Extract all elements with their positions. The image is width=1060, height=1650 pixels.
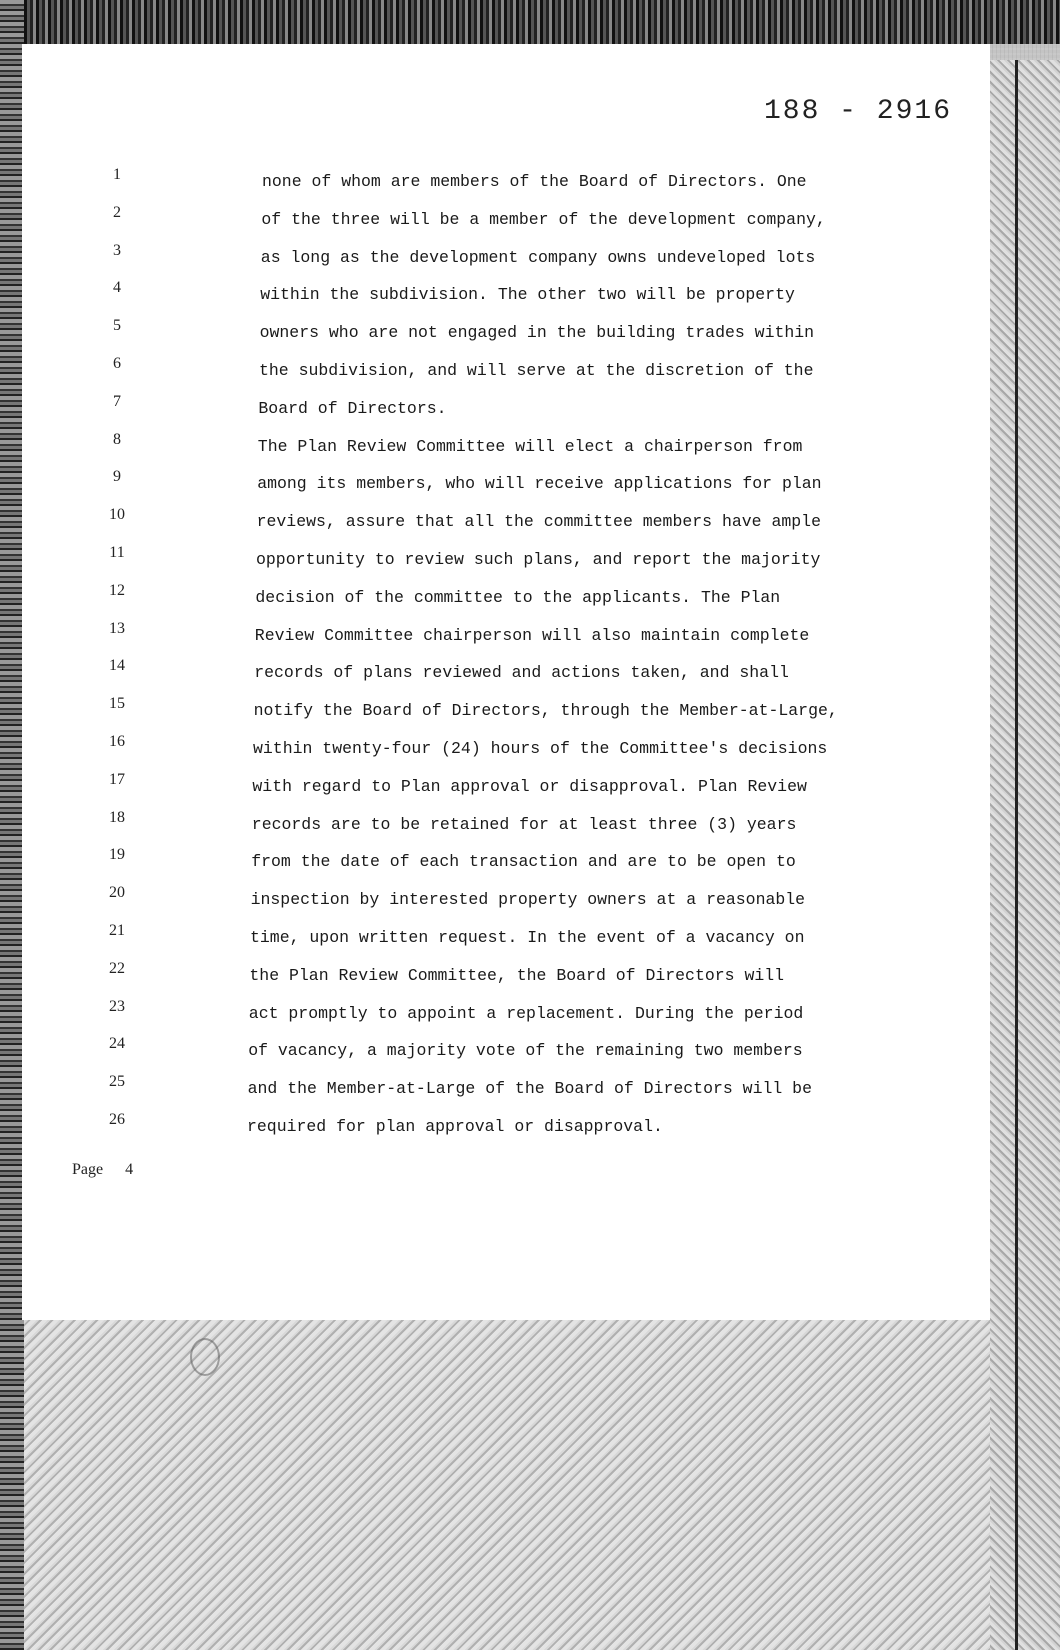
text-line: [22, 166, 990, 204]
text-line: [22, 544, 990, 582]
text-line: [22, 771, 990, 809]
text-line: [22, 468, 990, 506]
page-number: 4: [125, 1161, 134, 1178]
document-page: [22, 44, 990, 1320]
line-number: 26: [109, 1110, 125, 1128]
scan-left-edge: [0, 0, 24, 1650]
text-line: [22, 960, 990, 998]
line-number: 9: [113, 468, 121, 486]
text-line: [22, 431, 990, 469]
line-text: decision of the committee to the applicants. The Plan: [255, 587, 781, 607]
text-line: [22, 279, 990, 317]
page-label: Page: [72, 1161, 104, 1178]
line-text: with regard to Plan approval or disapproval. Plan Review: [252, 776, 807, 796]
line-text: opportunity to review such plans, and report the majority: [256, 549, 821, 569]
line-number: 18: [109, 808, 125, 826]
line-text: Board of Directors.: [258, 398, 447, 418]
line-number: 13: [109, 619, 125, 637]
text-line: [22, 506, 990, 544]
line-number: 14: [109, 657, 125, 675]
line-number: 12: [109, 581, 125, 599]
line-text: notify the Board of Directors, through the Member-at-Large,: [253, 701, 838, 721]
line-number: 4: [113, 279, 121, 297]
line-number: 16: [109, 732, 125, 750]
line-text: from the date of each transaction and are to be open to: [251, 852, 796, 872]
line-text: required for plan approval or disapproval.: [247, 1116, 663, 1136]
text-line: [22, 884, 990, 922]
scan-bottom-area: [0, 1300, 1060, 1650]
line-text: none of whom are members of the Board of Directors. One: [262, 172, 807, 191]
line-number: 19: [109, 846, 125, 864]
line-text: the subdivision, and will serve at the discretion of the: [259, 360, 814, 380]
line-text: the Plan Review Committee, the Board of Directors will: [249, 965, 785, 985]
text-line: [22, 620, 990, 658]
line-text: and the Member-at-Large of the Board of Directors will be: [247, 1079, 812, 1099]
line-text: as long as the development company owns undeveloped lots: [260, 247, 816, 267]
faint-stamp-mark: [190, 1338, 220, 1376]
line-text: within twenty-four (24) hours of the Committee's decisions: [253, 738, 828, 758]
text-line: [22, 922, 990, 960]
text-line: [22, 393, 990, 431]
line-number: 8: [113, 430, 121, 448]
text-line: [22, 1035, 990, 1073]
line-text: act promptly to appoint a replacement. During the period: [248, 1003, 804, 1023]
line-text: time, upon written request. In the event of a vacancy on: [250, 927, 805, 947]
line-number: 10: [109, 506, 125, 524]
scan-right-edge: [990, 60, 1060, 1650]
line-number: 1: [113, 166, 121, 183]
text-line: [22, 733, 990, 771]
line-number: 20: [109, 884, 125, 902]
line-text: records are to be retained for at least three (3) years: [251, 814, 797, 834]
line-text: owners who are not engaged in the building trades within: [259, 323, 815, 343]
text-line: [22, 998, 990, 1036]
page-footer: [72, 1161, 133, 1179]
line-number: 23: [109, 997, 125, 1015]
line-text: records of plans reviewed and actions taken, and shall: [254, 663, 789, 683]
line-number: 21: [109, 921, 125, 939]
text-line: [22, 1111, 990, 1149]
line-text: Review Committee chairperson will also maintain complete: [254, 625, 810, 645]
scan-right-rule: [1015, 60, 1018, 1650]
line-number: 5: [113, 317, 121, 335]
line-number: 15: [109, 695, 125, 713]
line-text: of vacancy, a majority vote of the remaining two members: [248, 1041, 803, 1061]
line-number: 24: [109, 1035, 125, 1053]
text-line: [22, 809, 990, 847]
line-number: 25: [109, 1073, 125, 1091]
line-number: 6: [113, 354, 121, 372]
text-line: [22, 355, 990, 393]
text-line: [22, 846, 990, 884]
line-number: 22: [109, 959, 125, 977]
scan-top-edge: [0, 0, 1060, 44]
text-line: [22, 204, 990, 242]
line-number: 2: [113, 203, 121, 221]
line-text: inspection by interested property owners at a reasonable: [250, 890, 806, 910]
line-number: 11: [109, 543, 125, 561]
line-text: reviews, assure that all the committee members have ample: [256, 512, 821, 532]
text-line: [22, 242, 990, 280]
text-line: [22, 695, 990, 733]
line-text: The Plan Review Committee will elect a chairperson from: [257, 436, 803, 456]
line-number: 17: [109, 770, 125, 788]
line-text: of the three will be a member of the development company,: [261, 209, 826, 229]
text-line: [22, 317, 990, 355]
line-text: within the subdivision. The other two will be property: [260, 285, 795, 305]
numbered-text-lines: [22, 166, 990, 1149]
line-number: 7: [113, 392, 121, 410]
text-line: [22, 657, 990, 695]
line-text: among its members, who will receive applications for plan: [257, 474, 822, 494]
document-reference-number: 188 - 2916: [763, 96, 952, 127]
text-line: [22, 1073, 990, 1111]
text-line: [22, 582, 990, 620]
line-number: 3: [113, 241, 121, 259]
